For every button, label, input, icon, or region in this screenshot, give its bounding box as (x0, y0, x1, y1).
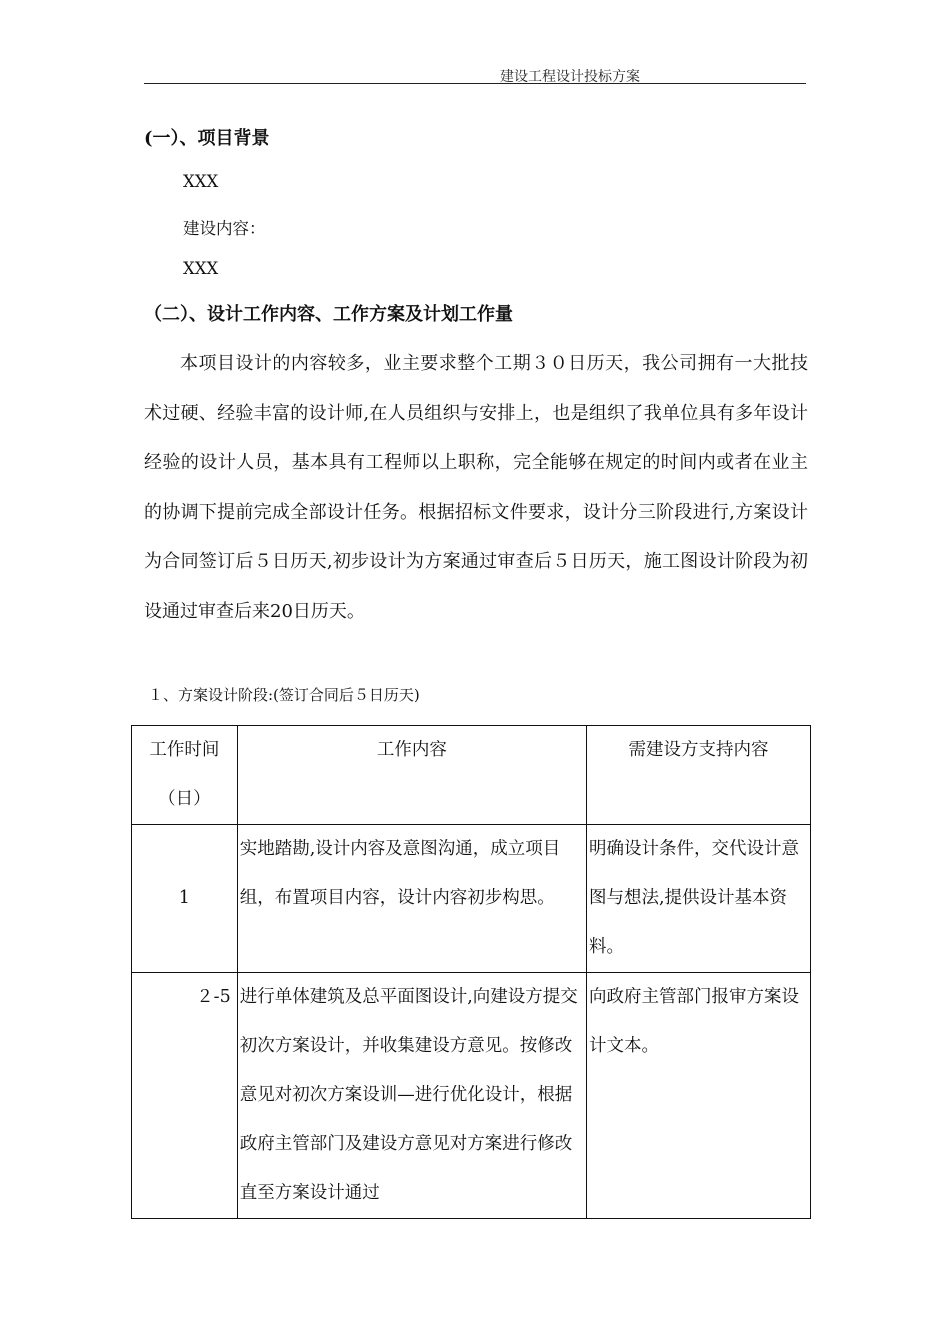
section1-line-3: XXX (183, 259, 219, 278)
page-header-title: 建设工程设计投标方案 (500, 69, 640, 85)
section1-line-2: 建设内容： (183, 219, 266, 238)
header-work-content: 工作内容 (237, 726, 586, 825)
row1-support: 明确设计条件，交代设计意图与想法,提供设计基本资料。 (587, 825, 811, 973)
header-work-time: 工作时间（日） (132, 726, 238, 825)
section1-heading: (一）、项目背景 (144, 128, 270, 149)
section2-heading: （二）、设计工作内容、工作方案及计划工作量 (144, 304, 513, 325)
section1-line-1: XXX (183, 172, 219, 191)
row2-day: ２-5 (132, 973, 238, 1219)
row1-day: 1 (132, 825, 238, 973)
row2-support: 向政府主管部门报审方案设计文本。 (587, 973, 811, 1219)
section2-paragraph: 本项目设计的内容较多，业主要求整个工期３０日历天，我公司拥有一大批技术过硬、经验丰富的设计师,在人员组织与安排上，也是组织了我单位具有多年设计经验的设计人员，基本具有工程师以上职称，完全能够在规定的时间内或者在业主的协调下提前完成全部设计任务。根据招标文件要求，设计分三阶段进行,方案设计为合同签订后５日历天,初步设计为方案通过审查后５日历天，施工图设计阶段为初设通过审查后来20日历天。 (144, 353, 808, 622)
header-rule (144, 83, 806, 84)
schedule-table (131, 725, 811, 1219)
table-row (132, 825, 811, 973)
table-row (132, 973, 811, 1219)
table-header-row (132, 726, 811, 825)
header-support-content: 需建设方支持内容 (587, 726, 811, 825)
row2-work: 进行单体建筑及总平面图设计,向建设方提交初次方案设计，并收集建设方意见。按修改意见对初次方案设训—进行优化设计，根据政府主管部门及建设方意见对方案进行修改直至方案设计通过 (237, 973, 586, 1219)
row1-work: 实地踏勘,设计内容及意图沟通，成立项目组，布置项目内容，设计内容初步构思。 (237, 825, 586, 973)
stage1-caption: １、方案设计阶段:(签订合同后５日历天) (148, 686, 420, 704)
